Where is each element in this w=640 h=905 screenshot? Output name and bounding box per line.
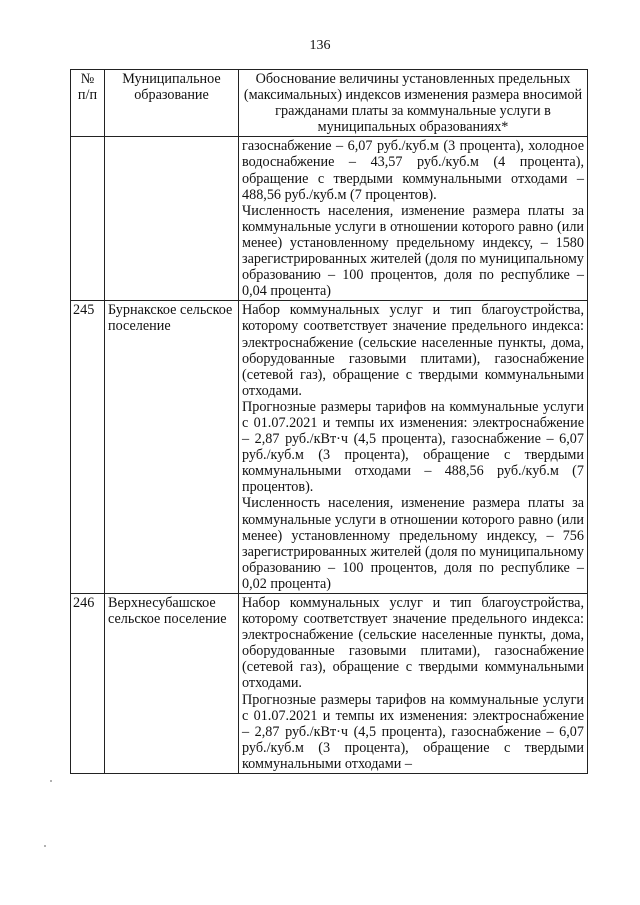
- table-row: [71, 137, 588, 301]
- justification-paragraph: Набор коммунальных услуг и тип благоустройства, которому соответствует значение предельного индекса: электроснабжение (сельские населенные пункты, дома, оборудованные газовыми плитами), газоснабжение (сетевой газ), обращение с твердыми коммунальными отходами.: [242, 302, 584, 399]
- scan-speck: [44, 845, 46, 847]
- table-header-row: [71, 70, 588, 137]
- header-number: № п/п: [71, 70, 105, 137]
- row-justification: [239, 301, 588, 594]
- row-justification: [239, 594, 588, 774]
- row-justification: [239, 137, 588, 301]
- table-row: [71, 301, 588, 594]
- header-justification: Обоснование величины установленных предельных (максимальных) индексов изменения размера вносимой гражданами платы за коммунальные услуги в муниципальных образованиях*: [239, 70, 588, 137]
- row-municipality: Верхнесубашское сельское поселение: [105, 594, 239, 774]
- justification-paragraph: Прогнозные размеры тарифов на коммунальные услуги с 01.07.2021 и темпы их изменения: электроснабжение – 2,87 руб./кВт·ч (4,5 процента), газоснабжение – 6,07 руб./куб.м (3 процента), обращение с твердыми коммунальными отходами – 488,56 руб./куб.м (7 процентов).: [242, 398, 584, 496]
- row-number: [71, 137, 105, 301]
- justification-paragraph: Численность населения, изменение размера платы за коммунальные услуги в отношении которого равно (или менее) установленному предельному индексу, – 756 зарегистрированных жителей (доля по муниципальному образованию – 100 процентов, доля по республике – 0,02 процента): [242, 495, 584, 592]
- indices-table: [70, 69, 588, 774]
- header-municipality: Муниципальное образование: [105, 70, 239, 137]
- justification-paragraph: Прогнозные размеры тарифов на коммунальные услуги с 01.07.2021 и темпы их изменения: электроснабжение – 2,87 руб./кВт·ч (4,5 процента), газоснабжение – 6,07 руб./куб.м (3 процента), обращение с твердыми коммунальными отходами –: [242, 691, 584, 772]
- justification-paragraph: Численность населения, изменение размера платы за коммунальные услуги в отношении которого равно (или менее) установленному предельному индексу, – 1580 зарегистрированных жителей (доля по муниципальному образованию – 100 процентов, доля по республике – 0,04 процента): [242, 202, 584, 300]
- row-number: 245: [71, 301, 105, 594]
- row-municipality: Бурнакское сельское поселение: [105, 301, 239, 594]
- justification-paragraph: Набор коммунальных услуг и тип благоустройства, которому соответствует значение предельного индекса: электроснабжение (сельские населенные пункты, дома, оборудованные газовыми плитами), газоснабжение (сетевой газ), обращение с твердыми коммунальными отходами.: [242, 595, 584, 692]
- table-row: [71, 594, 588, 774]
- row-municipality: [105, 137, 239, 301]
- row-number: 246: [71, 594, 105, 774]
- justification-paragraph: газоснабжение – 6,07 руб./куб.м (3 процента), холодное водоснабжение – 43,57 руб./куб.м (4 процента), обращение с твердыми коммунальными отходами – 488,56 руб./куб.м (7 процентов).: [242, 138, 584, 203]
- page-number: 136: [309, 38, 331, 53]
- scan-speck: [50, 780, 52, 782]
